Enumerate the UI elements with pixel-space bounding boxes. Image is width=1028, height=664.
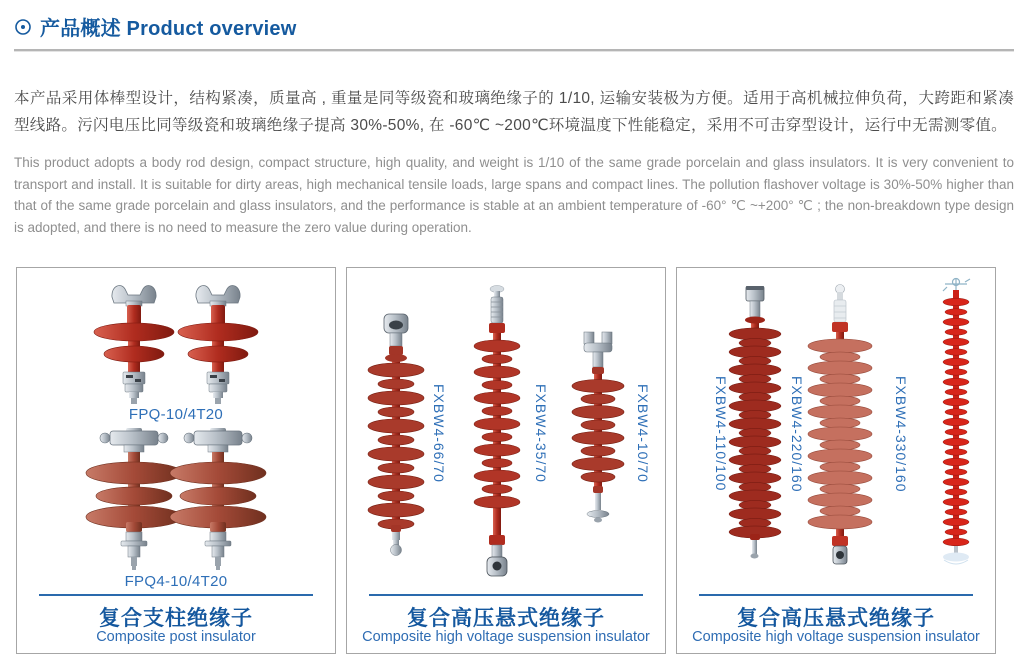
intro-paragraph-zh: 本产品采用体棒型设计，结构紧凑，质量高 , 重量是同等级瓷和玻璃绝缘子的 1/10, 运输安装极为方便。适用于高机械拉伸负荷，大跨距和紧凑型线路。污闪电压比同等级瓷和玻璃绝缘子提高 30%-50%, 在 -60℃ ~200℃环境温度下性能稳定，采用不可击穿型设计，运行中无需测零值。 — [14, 90, 1014, 134]
panel-title-zh: 复合支柱绝缘子 — [99, 607, 253, 630]
suspension-insulator-image — [469, 284, 525, 580]
panel-title-zh: 复合高压悬式绝缘子 — [737, 607, 935, 630]
model-label-vertical: FXBW4-35/70 — [533, 384, 549, 483]
model-label: FPQ-10/4T20 — [128, 406, 224, 423]
panel-title-en: Composite high voltage suspension insulator — [362, 629, 650, 645]
product-card-suspension-insulator-1 — [346, 267, 666, 654]
suspension-insulator-image — [723, 286, 787, 562]
model-label-vertical: FXBW4-330/160 — [893, 376, 909, 493]
intro-paragraph-en: This product adopts a body rod design, compact structure, high quality, and weight is 1/10 of the same grade porcelain and glass insulators. It is very convenient to transport and install. It is suitable for dirty areas, high mechanical tensile loads, large spans and compact lines. The pollution flashover voltage is 30%-50% higher than that of the same grade porcelain and glass insulators, and the performance is stable at an ambient temperature of -60° ℃ ~+200° ℃ ; the non-breakdown type design is adopted, and there is no need to measure the zero value during operation. — [14, 155, 1014, 235]
panel-title-en: Composite high voltage suspension insulator — [692, 629, 980, 645]
product-panels — [16, 267, 996, 654]
model-label-vertical: FXBW4-110/100 — [713, 376, 729, 492]
model-label: FPQ4-10/4T20 — [124, 573, 228, 590]
panel-title-zh: 复合高压悬式绝缘子 — [407, 607, 605, 630]
model-label-vertical: FXBW4-10/70 — [635, 384, 651, 483]
suspension-insulator-image — [804, 284, 876, 572]
post-insulator-image — [160, 428, 276, 570]
model-label-vertical: FXBW4-220/160 — [789, 376, 805, 493]
product-card-suspension-insulator-2 — [676, 267, 996, 654]
panel-title-en: Composite post insulator — [96, 629, 256, 645]
header-divider — [14, 49, 1014, 51]
suspension-insulator-image — [932, 276, 980, 568]
page-title: 产品概述 Product overview — [40, 18, 297, 40]
circle-dot-icon — [14, 18, 32, 36]
panel-divider — [699, 594, 973, 596]
panel-divider — [39, 594, 313, 596]
pin-insulator-image — [170, 280, 266, 404]
section-header — [0, 0, 1028, 47]
panel-divider — [369, 594, 643, 596]
suspension-insulator-image — [364, 313, 428, 557]
pin-insulator-image — [86, 280, 182, 404]
model-label-vertical: FXBW4-66/70 — [431, 384, 447, 483]
suspension-insulator-image — [568, 331, 628, 525]
product-card-post-insulator — [16, 267, 336, 654]
